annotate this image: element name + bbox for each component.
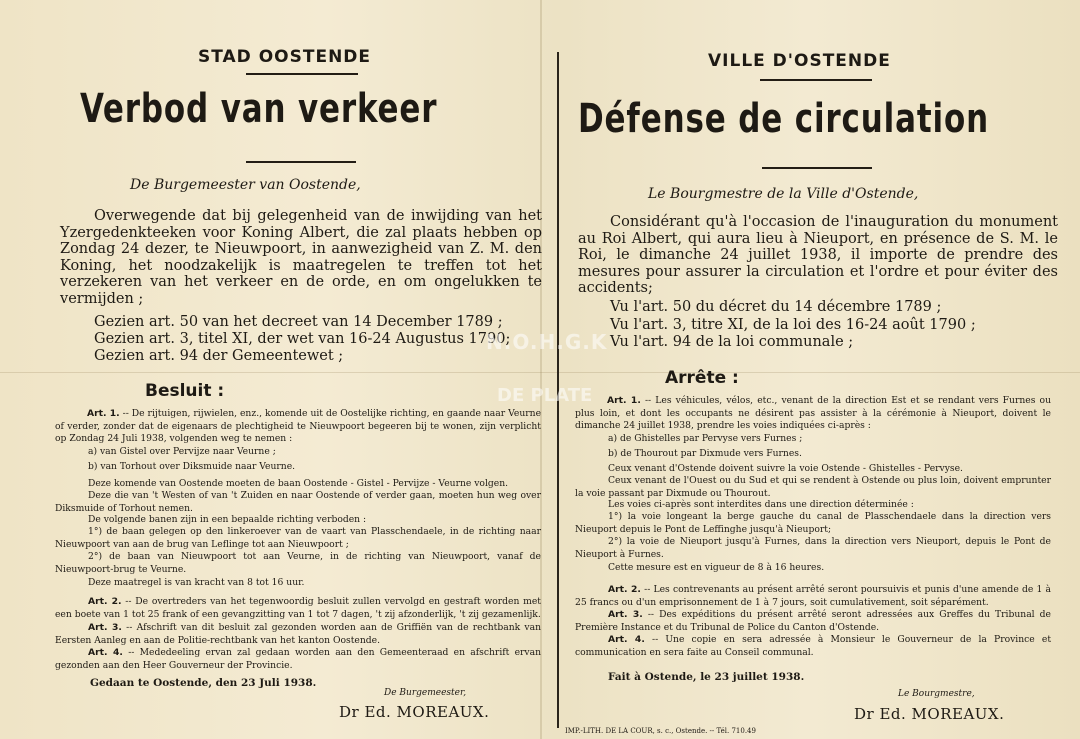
headline: Verbod van verkeer — [80, 86, 438, 132]
signature-title: De Burgemeester, — [384, 688, 467, 698]
art-text: -- De overtreders van het tegenwoordig besluit zullen vervolgd en gestraft worden met een boete van 1 tot 25 frank of een gevangzitting van 1 tot 7 dagen, 't zij afzonderlijk, 't zij gezamenlijk. — [55, 596, 541, 620]
article-4 — [575, 634, 1051, 659]
article-1 — [575, 395, 1051, 433]
route-a: a) van Gistel over Pervijze naar Veurne ; — [88, 446, 276, 457]
paragraph: Deze die van 't Westen of van 't Zuiden en naar Oostende of verder gaan, moeten hun weg over Diksmuide of Torhout nemen. — [55, 490, 541, 514]
headline-underline — [762, 167, 872, 169]
watermark-text: N.O.H.G.K — [486, 330, 608, 354]
art-label: Art. 2. — [608, 584, 641, 595]
art-text: -- Les véhicules, vélos, etc., venant de la direction Est et se rendant vers Furnes ou plus loin, et dont les occupants ne désirent pas assister à la cérémonie à Nieuport, doivent le dimanche 24 juillet 1938, prendre les voies indiquées ci-après : — [575, 395, 1051, 432]
consideration-1: Vu l'art. 50 du décret du 14 décembre 1789 ; — [610, 299, 942, 315]
intro-paragraph: Considérant qu'à l'occasion de l'inauguration du monument au Roi Albert, qui aura lieu à Nieuport, en présence de S. M. le Roi, le dimanche 24 juillet 1938, il importe de prendre des mesures pour assurer la circulation et l'ordre et pour éviter des accidents; — [578, 214, 1058, 297]
headline: Défense de circulation — [578, 96, 989, 142]
decree-title: Besluit : — [145, 381, 225, 401]
paragraph: Ceux venant d'Ostende doivent suivre la voie Ostende - Ghistelles - Pervyse. — [608, 463, 963, 474]
consideration-3: Gezien art. 94 der Gemeentewet ; — [94, 348, 344, 364]
consideration-3: Vu l'art. 94 de la loi communale ; — [610, 334, 854, 350]
date-line: Fait à Ostende, le 23 juillet 1938. — [608, 671, 805, 683]
art-text: -- Mededeeling ervan zal gedaan worden aan den Gemeenteraad en afschrift ervan gezonden aan den Heer Gouverneur der Provincie. — [55, 647, 542, 671]
paragraph: De volgende banen zijn in een bepaalde richting verboden : — [88, 514, 367, 525]
decree-title: Arrête : — [665, 368, 739, 388]
consideration-2: Vu l'art. 3, titre XI, de la loi des 16-24 août 1790 ; — [610, 317, 976, 333]
forbidden-road-1: 1°) de baan gelegen op den linkeroever van de vaart van Plasschendaele, in de richting naar Nieuwpoort van aan de brug van Leflinge tot aan Nieuwpoort ; — [55, 526, 541, 550]
title-underline — [760, 79, 872, 81]
city-title: STAD OOSTENDE — [198, 47, 372, 67]
signature: Dr Ed. MOREAUX. — [339, 703, 490, 721]
art-label: Art. 4. — [88, 647, 123, 658]
fold-line-horizontal — [0, 372, 1080, 373]
consideration-1: Gezien art. 50 van het decreet van 14 December 1789 ; — [94, 314, 503, 330]
art-text: -- Des expéditions du présent arrêté seront adressées aux Greffes du Tribunal de Première Instance et du Tribunal de Police du Canton d'Ostende. — [575, 609, 1051, 633]
art-label: Art. 1. — [87, 408, 120, 419]
paragraph: Deze maatregel is van kracht van 8 tot 16 uur. — [88, 577, 305, 588]
art-label: Art. 3. — [608, 609, 643, 620]
paragraph: Cette mesure est en vigueur de 8 à 16 heures. — [608, 562, 825, 573]
forbidden-road-1: 1°) la voie longeant la berge gauche du canal de Plasschendaele dans la direction vers Nieuport depuis le Pont de Leffinghe jusqu'à Nieuport; — [575, 511, 1051, 535]
mayor-line: Le Bourgmestre de la Ville d'Ostende, — [648, 186, 919, 202]
art-text: -- Une copie en sera adressée à Monsieur le Gouverneur de la Province et communication en sera faite au Conseil communal. — [575, 634, 1052, 658]
article-2 — [55, 596, 541, 621]
art-text: -- De rijtuigen, rijwielen, enz., komende uit de Oostelijke richting, en gaande naar Veurne of verder, zonder dat de eigenaars de plechtigheid te Nieuwpoort begeeren bij te wonen, zijn verplicht op Zondag 24 Juli 1938, volgenden weg te nemen : — [55, 408, 542, 445]
paragraph: Ceux venant de l'Ouest ou du Sud et qui se rendent à Ostende ou plus loin, doivent emprunter la voie passant par Dixmude ou Thourout. — [575, 475, 1051, 499]
printer-imprint: IMP.-LITH. DE LA COUR, s. c., Ostende. -- Tél. 710.49 — [565, 727, 756, 735]
signature-title: Le Bourgmestre, — [898, 689, 975, 699]
art-label: Art. 2. — [88, 596, 122, 607]
intro-paragraph: Overwegende dat bij gelegenheid van de inwijding van het Yzergedenkteeken voor Koning Albert, die zal plaats hebben op Zondag 24 dezer, te Nieuwpoort, in aanwezigheid van Z. M. den Koning, het noodzakelijk is maatregelen te treffen tot het verzekeren van het verkeer en de orde, en om ongelukken te vermijden ; — [60, 208, 542, 307]
art-text: -- Afschrift van dit besluit zal gezonden worden aan de Griffiën van de rechtbank van Eersten Aanleg en aan de Politie-rechtbank van het kanton Oostende. — [55, 622, 541, 646]
paragraph: Deze komende van Oostende moeten de baan Oostende - Gistel - Pervijze - Veurne volgen. — [88, 478, 509, 489]
consideration-2: Gezien art. 3, titel XI, der wet van 16-24 Augustus 1790; — [94, 331, 511, 347]
mayor-line: De Burgemeester van Oostende, — [130, 177, 361, 193]
headline-underline — [246, 161, 356, 163]
route-b: b) van Torhout over Diksmuide naar Veurne. — [88, 461, 296, 472]
route-a: a) de Ghistelles par Pervyse vers Furnes ; — [608, 433, 803, 444]
forbidden-road-2: 2°) la voie de Nieuport jusqu'à Furnes, dans la direction vers Nieuport, depuis le Pont de Nieuport à Furnes. — [575, 536, 1051, 560]
art-text: -- Les contrevenants au présent arrêté seront poursuivis et punis d'une amende de 1 à 25 francs ou d'un emprisonnement de 1 à 7 jours, soit cumulativement, soit séparément. — [575, 584, 1051, 608]
city-title: VILLE D'OSTENDE — [708, 51, 891, 71]
watermark-text: DE PLATE — [497, 385, 593, 406]
art-label: Art. 4. — [608, 634, 645, 645]
art-label: Art. 1. — [607, 395, 641, 406]
route-b: b) de Thourout par Dixmude vers Furnes. — [608, 448, 802, 459]
art-label: Art. 3. — [88, 622, 122, 633]
paragraph: Les voies ci-après sont interdites dans une direction déterminée : — [608, 499, 914, 510]
article-3 — [575, 609, 1051, 634]
title-underline — [246, 73, 358, 75]
signature: Dr Ed. MOREAUX. — [854, 705, 1005, 723]
article-1 — [55, 408, 541, 446]
forbidden-road-2: 2°) de baan van Nieuwpoort tot aan Veurne, in de richting van Nieuwpoort, vanaf de Nieuwpoort-brug te Veurne. — [55, 551, 541, 575]
article-4 — [55, 647, 541, 672]
article-3 — [55, 622, 541, 647]
article-2 — [575, 584, 1051, 609]
date-line: Gedaan te Oostende, den 23 Juli 1938. — [90, 677, 317, 689]
